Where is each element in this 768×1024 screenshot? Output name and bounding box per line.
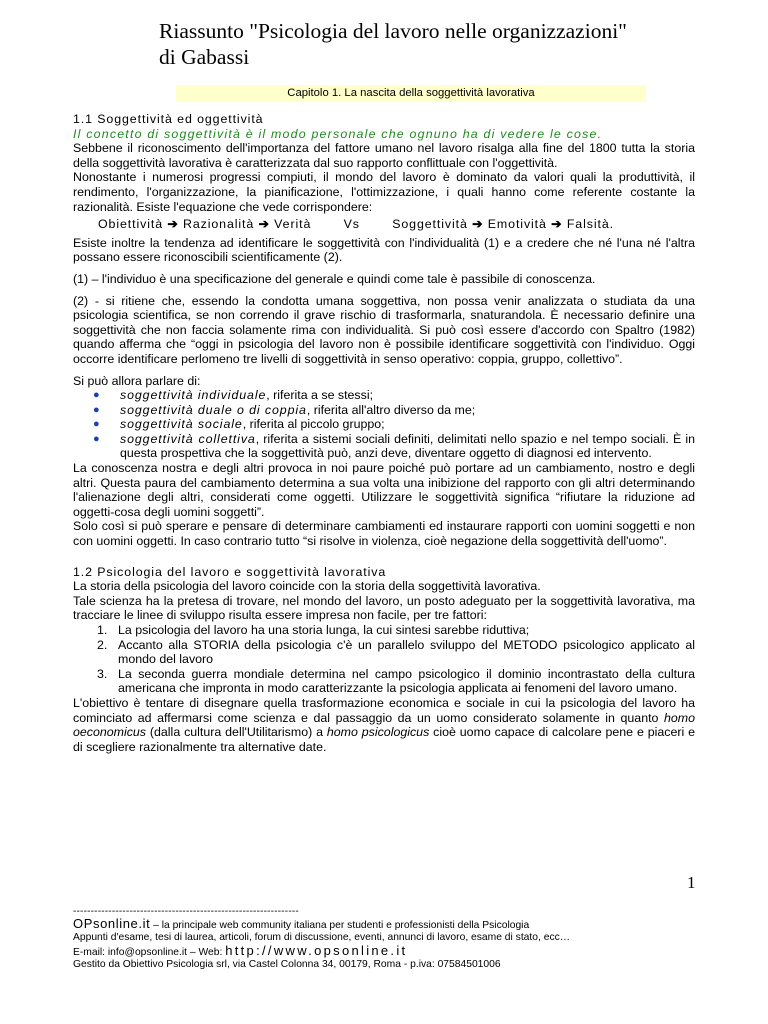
paragraph: Si può allora parlare di: [73, 373, 201, 388]
equation-line [98, 217, 695, 232]
right-arrow-icon: ➔ [167, 217, 179, 232]
equation-versus: Vs [343, 217, 360, 232]
footnote-2: (2) - si ritiene che, essendo la condotta umana soggettiva, non possa venir analizzata o studiata da una psicologia scientifica, se non correndo il grave rischio di trasformarla, snaturandola. È necessario definire una soggettività che non faccia solamente rima con individualità. Si può così essere d'accordo con Spaltro (1982) quando afferma che “oggi in psicologia del lavoro non è possibile identificare soggettività con l'individuo. Oggi occorre identificare perlomeno tre livelli di soggettività in senso operativo: coppia, gruppo, collettivo”. [73, 293, 695, 366]
title-line-2: di Gabassi [159, 45, 250, 69]
subjectivity-levels-list [73, 388, 695, 461]
page-footer [73, 906, 713, 972]
equation-term: Razionalità [182, 217, 255, 232]
website-link[interactable]: http://www.opsonline.it [225, 942, 408, 958]
section-heading-1-2: 1.2 Psicologia del lavoro e soggettività lavorativa [73, 564, 387, 579]
right-arrow-icon: ➔ [551, 217, 563, 232]
footer-line-4: Gestito da Obiettivo Psicologia srl, via Castel Colonna 34, 00179, Roma - p.iva: 07584501006 [73, 959, 501, 971]
equation-term: Verità [274, 217, 312, 232]
footnote-1: (1) – l'individuo è una specificazione del generale e quindi come tale è passibile di conoscenza. [73, 271, 596, 286]
paragraph: Esiste inoltre la tendenza ad identificare le soggettività con l'individualità (1) e a credere che né l'una né l'altra possano essere riconoscibili scientificamente (2). [73, 235, 695, 265]
footer-line-3: E-mail: info@opsonline.it – Web: http://www.opsonline.it [73, 942, 408, 958]
list-item: 3. La seconda guerra mondiale determina nel campo psicologico il dominio incontrastato della cultura americana che impronta in modo caratterizzante la psicologia applicata ai fenomeni del lavoro umano. [97, 666, 695, 696]
list-item: ● soggettività duale o di coppia, riferita all'altro diverso da me; [93, 402, 476, 417]
section-heading-1-1: 1.1 Soggettività ed oggettività [73, 112, 264, 126]
title-line-1: Riassunto "Psicologia del lavoro nelle organizzazioni" [159, 19, 627, 43]
bullet-icon: ● [93, 432, 100, 445]
bullet-icon: ● [93, 389, 100, 402]
site-name[interactable]: OPsonline.it [73, 916, 151, 931]
list-item: ● soggettività collettiva, riferita a sistemi sociali definiti, delimitati nello spazio e nel tempo sociali. È in questa prospettiva che la soggettività può, anzi deve, diventare oggetto di diagnosi ed intervento. [93, 431, 695, 461]
list-item: ● soggettività sociale, riferita al piccolo gruppo; [93, 417, 385, 432]
bullet-icon: ● [93, 403, 100, 416]
paragraph: Solo così si può sperare e pensare di determinare cambiamenti ed instaurare rapporti con uomini soggetti e non con uomini oggetti. In caso contrario tutto “si risolve in violenza, cioè negazione della soggettività dell'uomo”. [73, 519, 695, 549]
footer-line-1: OPsonline.it – la principale web community italiana per studenti e professionisti della Psicologia [73, 916, 530, 931]
paragraph: Nonostante i numerosi progressi compiuti, il mondo del lavoro è dominato da valori quali la produttività, il rendimento, l'organizzazione, la pianificazione, l'ottimizzazione, i quali hanno come referente costante la razionalità. Esiste l'equazione che vede corrispondere: [73, 170, 695, 214]
page-number: 1 [687, 873, 696, 892]
equation-term: Falsità. [566, 217, 614, 232]
equation-term: Emotività [487, 217, 547, 232]
paragraph: Tale scienza ha la pretesa di trovare, nel mondo del lavoro, un posto adeguato per la soggettività lavorativa, ma tracciare le linee di sviluppo risulta essere impresa non facile, per tre fattori: [73, 593, 695, 623]
document-title [159, 18, 627, 70]
document-body [73, 112, 695, 754]
list-item: 2. Accanto alla STORIA della psicologia c'è un parallelo sviluppo del METODO psicologico applicato al mondo del lavoro [97, 637, 695, 667]
right-arrow-icon: ➔ [258, 217, 270, 232]
paragraph: La storia della psicologia del lavoro coincide con la storia della soggettività lavorativa. [73, 579, 541, 594]
chapter-banner: Capitolo 1. La nascita della soggettività lavorativa [176, 85, 646, 102]
equation-term: Obiettività [98, 217, 163, 232]
paragraph: La conoscenza nostra e degli altri provoca in noi paure poiché può portare ad un cambiamento, nostro e degli altri. Questa paura del cambiamento determina a sua volta una inibizione del rapporto con gli altri determinando l'alienazione degli altri, considerati come oggetti. Utilizzare le soggettività significa “rifiutare la riduzione ad oggetti-cosa degli uomini soggetti”. [73, 461, 695, 519]
equation-term: Soggettività [392, 217, 468, 232]
factors-list [73, 623, 695, 696]
paragraph: Sebbene il riconoscimento dell'importanza del fattore umano nel lavoro risalga alla fine del 1800 tutta la storia della soggettività lavorativa è caratterizzata dal suo rapporto conflittuale con l'oggettività. [73, 141, 695, 170]
right-arrow-icon: ➔ [472, 217, 484, 232]
paragraph: L'obiettivo è tentare di disegnare quella trasformazione economica e sociale in cui la psicologia del lavoro ha cominciato ad affermarsi come scienza e dal passaggio da un uomo considerato solamente in quanto homo oeconomicus (dalla cultura dell'Utilitarismo) a homo psicologicus cioè uomo capace di calcolare pene e piaceri e di scegliere razionalmente tra alternative date. [73, 695, 696, 754]
footer-rule: ---------------------------------------------------------------- [73, 906, 299, 917]
list-item: ● soggettività individuale, riferita a se stessi; [93, 388, 374, 403]
bullet-icon: ● [93, 418, 100, 431]
footer-line-2: Appunti d'esame, tesi di laurea, articoli, forum di discussione, eventi, annunci di lavoro, esame di stato, ecc… [73, 932, 571, 944]
highlighted-definition: Il concetto di soggettività è il modo personale che ognuno ha di vedere le cose. [73, 126, 603, 141]
list-item: 1. La psicologia del lavoro ha una storia lunga, la cui sintesi sarebbe riduttiva; [97, 623, 530, 637]
